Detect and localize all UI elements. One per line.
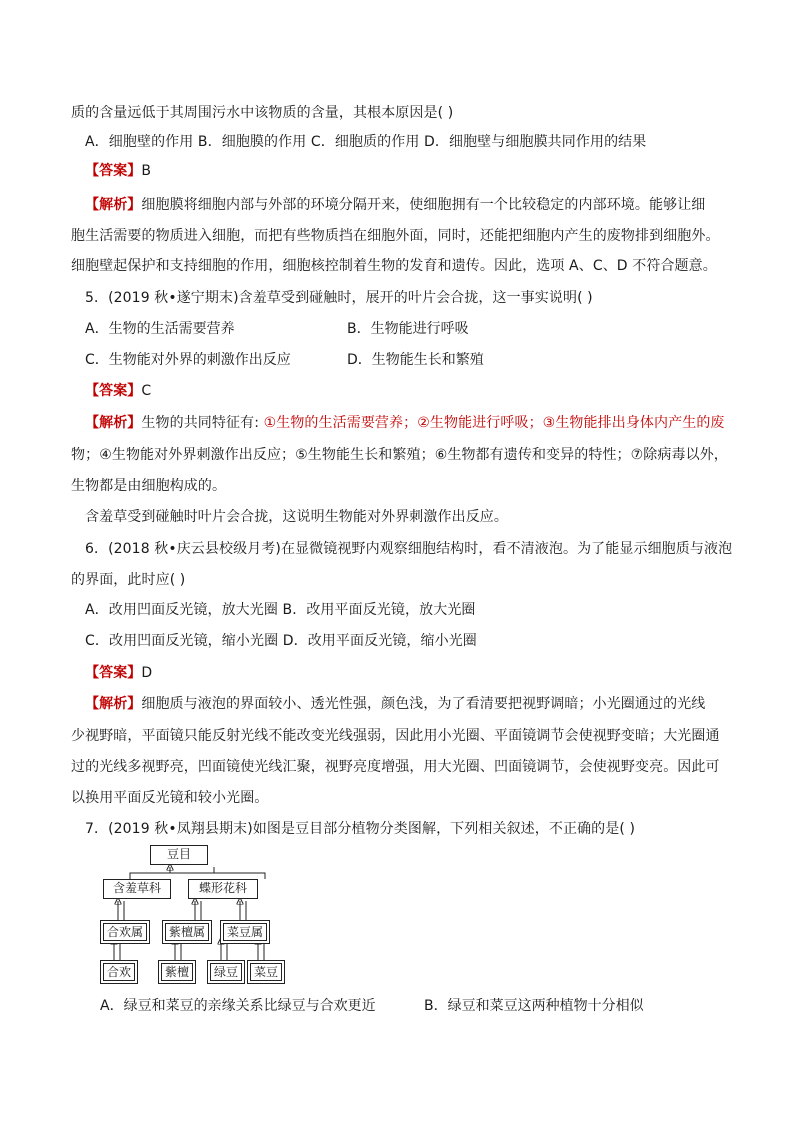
q4-stem-end: 质的含量远低于其周围污水中该物质的含量，其根本原因是( ) (71, 105, 454, 121)
node-species-3-label: 绿豆 (210, 963, 242, 981)
q6-stem-2: 的界面，此时应( ) (71, 572, 186, 588)
q7-stem: 7．(2019 秋•凤翔县期末)如图是豆目部分植物分类图解，下列相关叙述，不正确的是( ) (85, 821, 636, 837)
answer-tag: 【答案】 (85, 665, 142, 681)
q4-explanation-2: 胞生活需要的物质进入细胞，而把有些物质挡在细胞外面，同时，还能把细胞内产生的废物排到细胞外。 (71, 228, 720, 244)
q5-option-b: B．生物能进行呼吸 (347, 321, 469, 337)
answer-tag: 【答案】 (85, 383, 142, 399)
q4-explanation-3: 细胞壁起保护和支持细胞的作用，细胞核控制着生物的发育和遗传。因此，选项 A、C、D 不符合题意。 (71, 258, 717, 274)
q6-options-cd: C．改用凹面反光镜，缩小光圈 D．改用平面反光镜，缩小光圈 (85, 633, 477, 649)
node-species-4-label: 菜豆 (250, 963, 282, 981)
q5-explanation-4: 含羞草受到碰触时叶片会合拢，这说明生物能对外界刺激作出反应。 (85, 509, 508, 525)
q4-answer (85, 162, 745, 180)
node-species-1-label: 合欢 (103, 963, 135, 981)
node-genus-3 (220, 920, 270, 944)
q4-options: A．细胞壁的作用 B．细胞膜的作用 C．细胞质的作用 D．细胞壁与细胞膜共同作用的结果 (85, 134, 647, 150)
explanation-tag: 【解析】 (85, 415, 142, 431)
q6-explanation-1 (85, 695, 745, 713)
q6-stem-1: 6．(2018 秋•庆云县校级月考)在显微镜视野内观察细胞结构时，看不清液泡。为了能显示细胞质与液泡 (85, 541, 733, 557)
node-species-3 (207, 960, 245, 984)
explanation-tag: 【解析】 (85, 197, 142, 213)
q5-option-a: A．生物的生活需要营养 (85, 321, 235, 337)
q5-explanation-2: 物；④生物能对外界刺激作出反应；⑤生物能生长和繁殖；⑥生物都有遗传和变异的特性；⑦除病毒以外， (71, 447, 728, 463)
q5-answer (85, 382, 745, 400)
answer-tag: 【答案】 (85, 163, 142, 179)
q5-explanation-3: 生物都是由细胞构成的。 (71, 478, 227, 494)
explanation-text: 生物的共同特征有: (141, 415, 260, 431)
q6-explanation-3: 过的光线多视野亮，凹面镜使光线汇聚，视野亮度增强，用大光圈、凹面镜调节，会使视野变亮。因此可 (71, 759, 720, 775)
explanation-text: 细胞膜将细胞内部与外部的环境分隔开来，使细胞拥有一个比较稳定的内部环境。能够让细 (141, 197, 706, 213)
node-order: 豆目 (150, 845, 208, 865)
node-genus-1-label: 合欢属 (103, 923, 147, 941)
q5-option-d: D．生物能生长和繁殖 (347, 352, 484, 368)
node-family-left: 含羞草科 (103, 879, 171, 899)
node-species-2-label: 紫檀 (161, 963, 193, 981)
explanation-tag: 【解析】 (85, 696, 142, 712)
q6-options-ab: A．改用凹面反光镜，放大光圈 B．改用平面反光镜，放大光圈 (85, 602, 476, 618)
q5-option-c: C．生物能对外界的刺激作出反应 (85, 352, 291, 368)
explanation-highlight: ①生物的生活需要营养；②生物能进行呼吸；③生物能排出身体内产生的废 (259, 415, 725, 431)
explanation-text: 细胞质与液泡的界面较小、透光性强，颜色浅，为了看清要把视野调暗；小光圈通过的光线 (141, 696, 706, 712)
node-genus-2 (162, 920, 212, 944)
q7-option-b: B．绿豆和菜豆这两种植物十分相似 (424, 998, 644, 1014)
q5-explanation-1 (85, 414, 745, 432)
node-genus-1 (100, 920, 150, 944)
answer-value: B (141, 163, 152, 179)
node-species-2 (158, 960, 196, 984)
answer-value: D (141, 665, 153, 681)
q4-explanation-1 (85, 196, 745, 214)
q7-option-a: A．绿豆和菜豆的亲缘关系比绿豆与合欢更近 (100, 998, 376, 1014)
q6-explanation-4: 以换用平面反光镜和较小光圈。 (71, 790, 269, 806)
node-species-4 (247, 960, 285, 984)
node-genus-3-label: 菜豆属 (223, 923, 267, 941)
q6-explanation-2: 少视野暗，平面镜只能反射光线不能改变光线强弱，因此用小光圈、平面镜调节会使视野变暗；大光圈通 (71, 728, 720, 744)
node-species-1 (100, 960, 138, 984)
node-genus-2-label: 紫檀属 (165, 923, 209, 941)
q5-stem: 5．(2019 秋•遂宁期末)含羞草受到碰触时，展开的叶片会合拢，这一事实说明( ) (85, 290, 593, 306)
classification-diagram (100, 845, 290, 985)
node-family-right: 蝶形花科 (188, 879, 258, 899)
q6-answer (85, 664, 745, 682)
answer-value: C (141, 383, 152, 399)
